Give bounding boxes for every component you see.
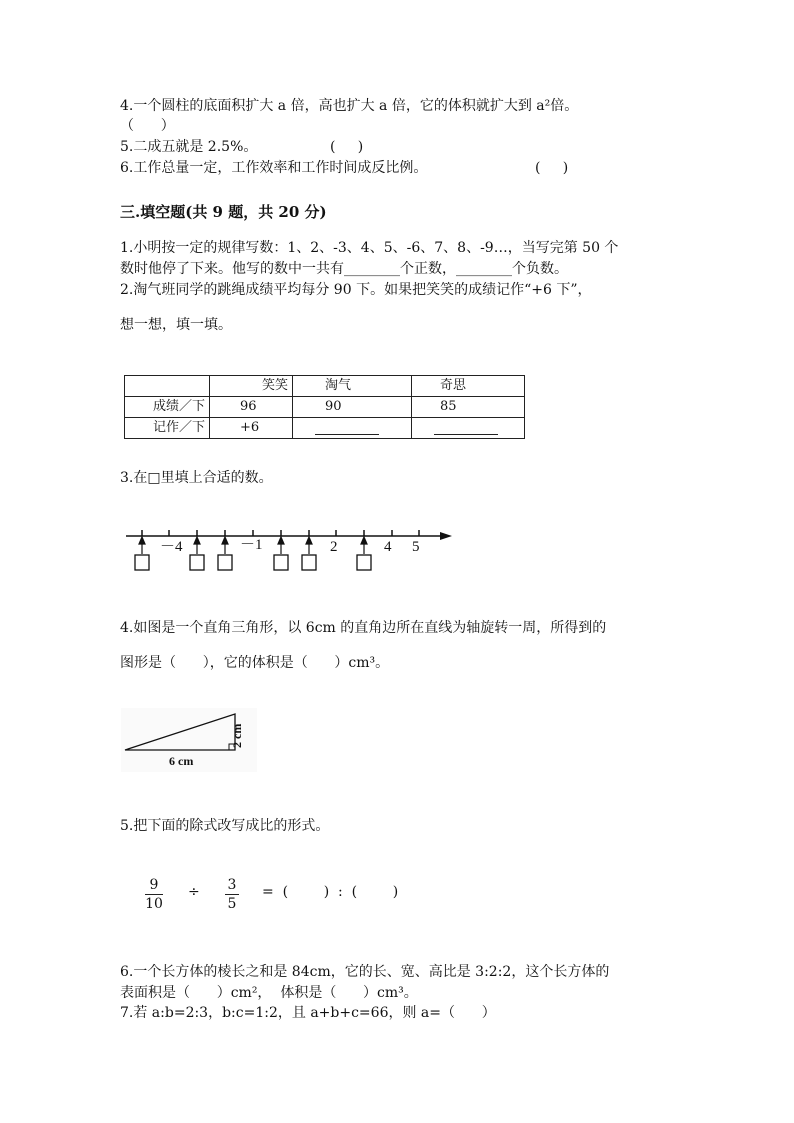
fill-q3: 3.在□里填上合适的数。 — [120, 470, 273, 486]
answer-blank[interactable] — [315, 420, 379, 435]
table-blank-cell[interactable] — [412, 418, 525, 439]
section-title-fill-in: 三.填空题(共 9 题，共 20 分) — [120, 203, 327, 221]
answer-boxes — [135, 555, 371, 570]
table-blank-cell[interactable] — [293, 418, 412, 439]
division-sign: ÷ — [188, 884, 200, 900]
triangle-shape — [125, 714, 235, 750]
score-table — [124, 375, 525, 439]
fraction-three-fifths — [225, 876, 239, 913]
table-header-cell: 淘气 — [293, 376, 412, 397]
judge-q5-answer-paren: ( ) — [330, 139, 364, 155]
fill-q6-line1: 6.一个长方体的棱长之和是 84cm，它的长、宽、高比是 3:2:2，这个长方体的 — [120, 964, 610, 980]
table-header-cell: 笑笑 — [210, 376, 293, 397]
number-line-label: 4 — [384, 539, 392, 555]
number-line-arrow-icon — [440, 532, 452, 540]
fraction-denominator: 10 — [145, 896, 163, 912]
fill-q2-line2: 想一想，填一填。 — [120, 317, 232, 333]
number-line-label: 5 — [412, 539, 420, 555]
fill-q2-line1: 2.淘气班同学的跳绳成绩平均每分 90 下。如果把笑笑的成绩记作“+6 下”， — [120, 282, 592, 298]
judge-q4-answer-paren: （ ） — [120, 118, 175, 134]
table-cell: 85 — [412, 397, 525, 418]
number-line-figure — [120, 520, 460, 580]
fill-q6-line2: 表面积是（ ）cm²， 体积是（ ）cm³。 — [120, 985, 418, 1001]
right-triangle-figure — [121, 708, 257, 772]
triangle-base-label: 6 cm — [169, 754, 194, 768]
fill-q4-line2: 图形是（ ），它的体积是（ ）cm³。 — [120, 655, 390, 671]
table-cell: 90 — [293, 397, 412, 418]
judge-q5: 5.二成五就是 2.5%。 — [120, 139, 258, 155]
table-row — [125, 397, 525, 418]
table-row — [125, 418, 525, 439]
fill-q1-line1: 1.小明按一定的规律写数：1、2、-3、4、5、-6、7、8、-9…，当写完第 50 个 — [120, 240, 619, 256]
fraction-nine-tenths — [145, 876, 163, 913]
number-line-label: －1 — [240, 537, 263, 553]
fraction-numerator: 9 — [149, 877, 159, 893]
judge-q6-answer-paren: ( ) — [535, 160, 569, 176]
fill-q7: 7.若 a:b=2:3，b:c=1:2，且 a+b+c=66，则 a=（ ） — [120, 1005, 496, 1021]
judge-q6: 6.工作总量一定，工作效率和工作时间成反比例。 — [120, 160, 428, 176]
fraction-denominator: 5 — [227, 896, 237, 912]
fill-q5: 5.把下面的除式改写成比的形式。 — [120, 818, 330, 834]
table-cell — [125, 376, 210, 397]
ratio-answer: = ( ) : ( ) — [262, 884, 399, 900]
fill-q1-line2: 数时他停了下来。他写的数中一共有________个正数，________个负数。 — [120, 261, 568, 277]
table-row — [125, 376, 525, 397]
fill-q4-line1: 4.如图是一个直角三角形，以 6cm 的直角边所在直线为轴旋转一周，所得到的 — [120, 620, 607, 636]
table-row-header: 成绩／下 — [125, 397, 210, 418]
table-header-cell: 奇思 — [412, 376, 525, 397]
table-row-header: 记作／下 — [125, 418, 210, 439]
number-line-ticks — [142, 530, 419, 536]
table-cell: +6 — [210, 418, 293, 439]
number-line-label: －4 — [160, 539, 183, 555]
fraction-numerator: 3 — [227, 877, 237, 893]
judge-q4: 4.一个圆柱的底面积扩大 a 倍，高也扩大 a 倍，它的体积就扩大到 a²倍。 — [120, 98, 579, 114]
table-cell: 96 — [210, 397, 293, 418]
triangle-height-label: 2 cm — [230, 723, 244, 748]
answer-blank[interactable] — [434, 420, 498, 435]
number-line-label: 2 — [330, 539, 338, 555]
